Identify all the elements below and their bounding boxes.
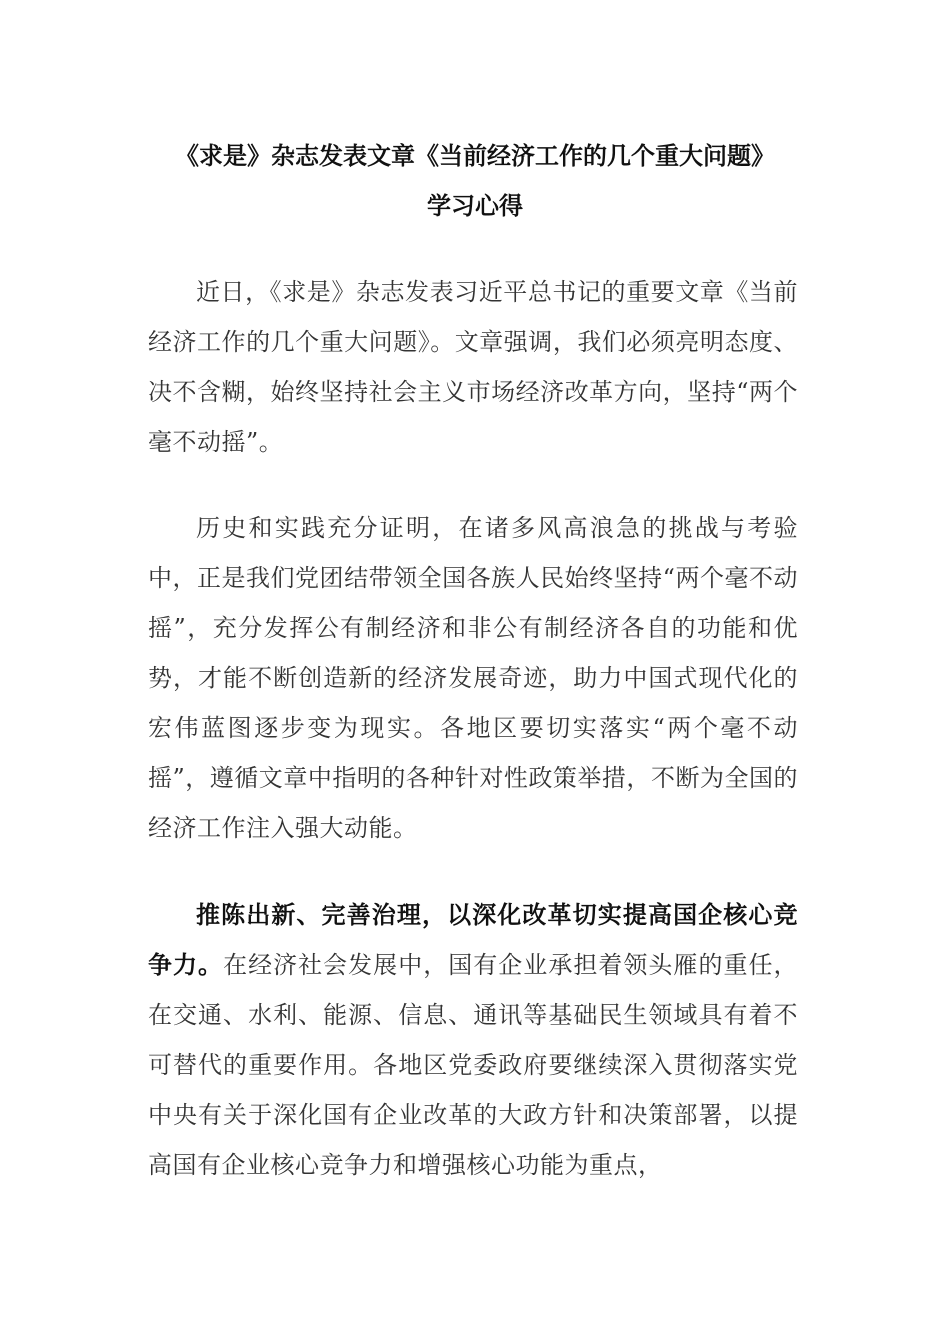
paragraph-text: 历史和实践充分证明，在诸多风高浪急的挑战与考验中，正是我们党团结带领全国各族人民始终坚持“两个毫不动摇”，充分发挥公有制经济和非公有制经济各自的功能和优势，才能不断创造新的经济发展奇迹，助力中国式现代化的宏伟蓝图逐步变为现实。各地区要切实落实“两个毫不动摇”，遵循文章中指明的各种针对性政策举措，不断为全国的经济工作注入强大动能。 (148, 514, 798, 842)
paragraph-lead-heading: 推陈出新、完善治理，以深化改革切实提高国企核心竞争力。 (148, 901, 798, 979)
paragraph-text: 近日，《求是》杂志发表习近平总书记的重要文章《当前经济工作的几个重大问题》。文章强调，我们必须亮明态度、决不含糊，始终坚持社会主义市场经济改革方向，坚持“两个毫不动摇”。 (148, 278, 798, 456)
document-subtitle: 学习心得 (427, 192, 523, 220)
paragraph-history (148, 503, 798, 853)
paragraph-soe-reform (148, 890, 798, 1190)
paragraph-intro (148, 267, 798, 467)
paragraph-text: 在经济社会发展中，国有企业承担着领头雁的重任，在交通、水利、能源、信息、通讯等基础民生领域具有着不可替代的重要作用。各地区党委政府要继续深入贯彻落实党中央有关于深化国有企业改革的大政方针和决策部署，以提高国有企业核心竞争力和增强核心功能为重点， (148, 951, 799, 1179)
document-title: 《求是》杂志发表文章《当前经济工作的几个重大问题》 (175, 142, 775, 170)
